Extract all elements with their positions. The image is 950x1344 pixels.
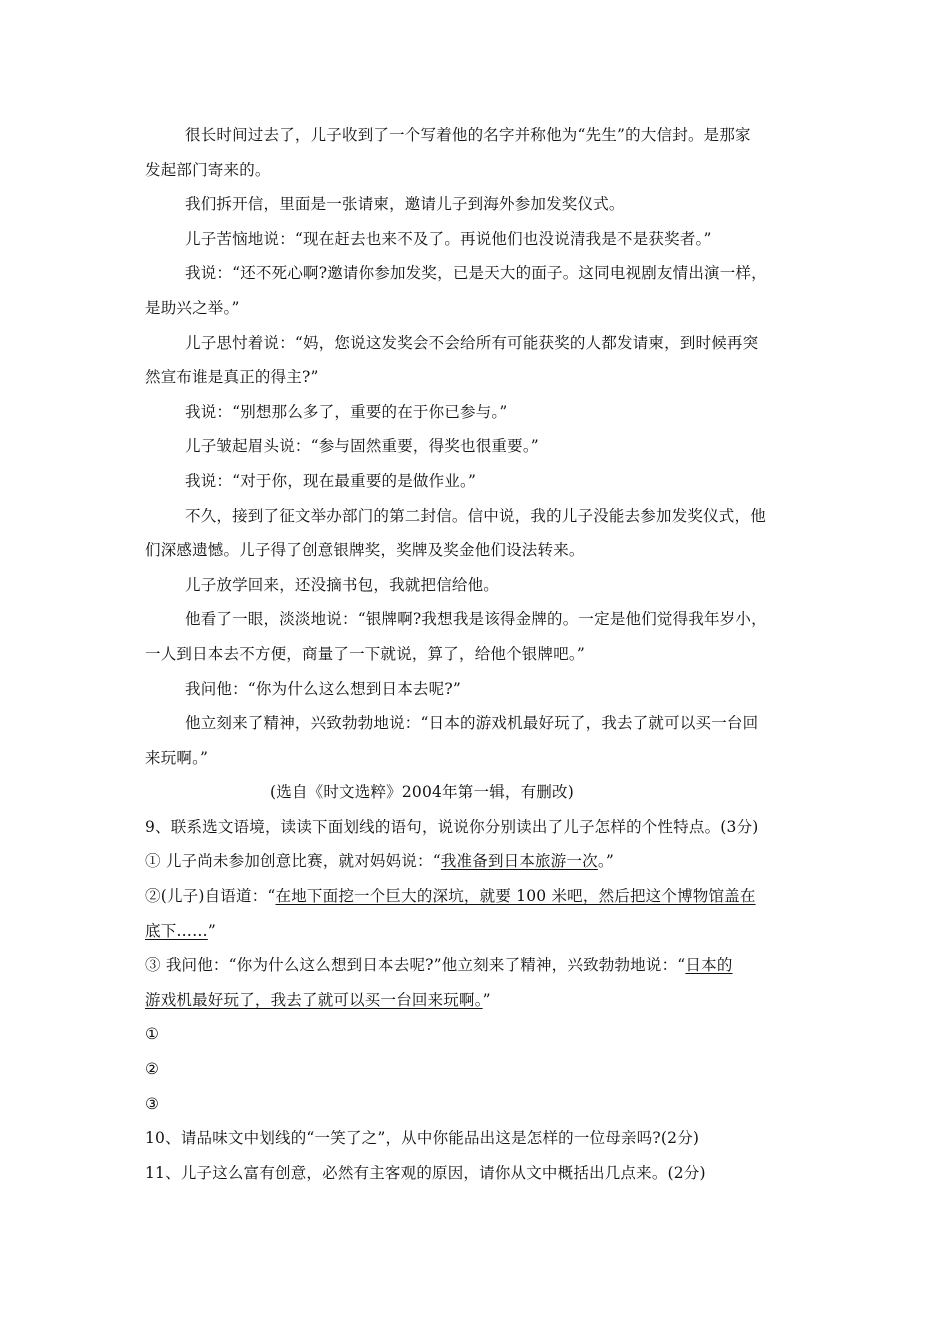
passage <box>145 118 810 775</box>
question-9-stem: 9、联系选文语境，读读下面划线的语句，说说你分别读出了儿子怎样的个性特点。(3分) <box>145 817 759 836</box>
item-1-prefix: ① 儿子尚未参加创意比赛，就对妈妈说：“ <box>145 852 441 871</box>
question-10: 10、请品味文中划线的“一笑了之”，从中你能品出这是怎样的一位母亲吗?(2分) <box>145 1129 700 1148</box>
question-9-item-2 <box>145 879 810 914</box>
passage-line: 儿子放学回来，还没摘书包，我就把信给他。 <box>185 575 500 594</box>
answer-mark-3: ③ <box>145 1094 160 1113</box>
passage-line: 我说：“对于你，现在最重要的是做作业。” <box>185 471 477 490</box>
document-content <box>145 118 810 1190</box>
passage-line: 儿子苦恼地说：“现在赶去也来不及了。再说他们也没说清我是不是获奖者。” <box>185 229 712 248</box>
item-3-underlined-2: 游戏机最好玩了，我去了就可以买一台回来玩啊。 <box>145 990 483 1009</box>
passage-line: 发起部门寄来的。 <box>145 160 271 179</box>
passage-line: 一人到日本去不方便，商量了一下就说，算了，给他个银牌吧。” <box>145 644 585 663</box>
passage-line: 儿子思忖着说：“妈，您说这发奖会不会给所有可能获奖的人都发请柬，到时候再突 <box>185 333 759 352</box>
answer-mark-1: ① <box>145 1025 160 1044</box>
question-9-item-3-cont <box>145 983 810 1018</box>
item-2-underlined-2: 底下…… <box>145 921 208 940</box>
item-2-prefix: ②(儿子)自语道：“ <box>145 887 276 906</box>
answer-mark-2: ② <box>145 1060 160 1079</box>
question-9-item-2-cont <box>145 914 810 949</box>
passage-line: 我问他：“你为什么这么想到日本去呢?” <box>185 679 461 698</box>
item-3-underlined-1: 日本的 <box>685 956 733 975</box>
source-citation: (选自《时文选粹》2004年第一辑，有删改) <box>270 783 574 802</box>
passage-line: 们深感遗憾。儿子得了创意银牌奖，奖牌及奖金他们设法转来。 <box>145 541 585 560</box>
passage-line: 我们拆开信，里面是一张请柬，邀请儿子到海外参加发奖仪式。 <box>185 195 625 214</box>
question-11: 11、儿子这么富有创意，必然有主客观的原因，请你从文中概括出几点来。(2分) <box>145 1163 706 1182</box>
item-3-suffix: ” <box>482 990 491 1009</box>
passage-line: 儿子皱起眉头说：“参与固然重要，得奖也很重要。” <box>185 437 539 456</box>
passage-line: 他看了一眼，淡淡地说：“银牌啊?我想我是该得金牌的。一定是他们觉得我年岁小， <box>185 610 767 629</box>
passage-line: 不久，接到了征文举办部门的第二封信。信中说，我的儿子没能去参加发奖仪式，他 <box>185 506 766 525</box>
item-2-underlined-1: 在地下面挖一个巨大的深坑，就要 100 米吧，然后把这个博物馆盖在 <box>275 887 756 906</box>
passage-line: 我说：“还不死心啊?邀请你参加发奖，已是天大的面子。这同电视剧友情出演一样， <box>185 264 767 283</box>
question-9-item-3 <box>145 948 810 983</box>
passage-line: 是助兴之举。” <box>145 298 240 317</box>
passage-line: 然宣布谁是真正的得主?” <box>145 368 319 387</box>
question-9-item-1 <box>145 844 810 879</box>
item-3-prefix: ③ 我问他：“你为什么这么想到日本去呢?”他立刻来了精神，兴致勃勃地说：“ <box>145 956 686 975</box>
item-1-suffix: 。” <box>597 852 614 871</box>
passage-line: 很长时间过去了，儿子收到了一个写着他的名字并称他为“先生”的大信封。是那家 <box>185 126 751 144</box>
passage-line: 来玩啊。” <box>145 748 209 767</box>
item-2-suffix: ” <box>207 921 216 940</box>
item-1-underlined: 我准备到日本旅游一次 <box>440 852 598 871</box>
passage-line: 他立刻来了精神，兴致勃勃地说：“日本的游戏机最好玩了，我去了就可以买一台回 <box>185 714 759 733</box>
passage-line: 我说：“别想那么多了，重要的在于你已参与。” <box>185 402 508 421</box>
